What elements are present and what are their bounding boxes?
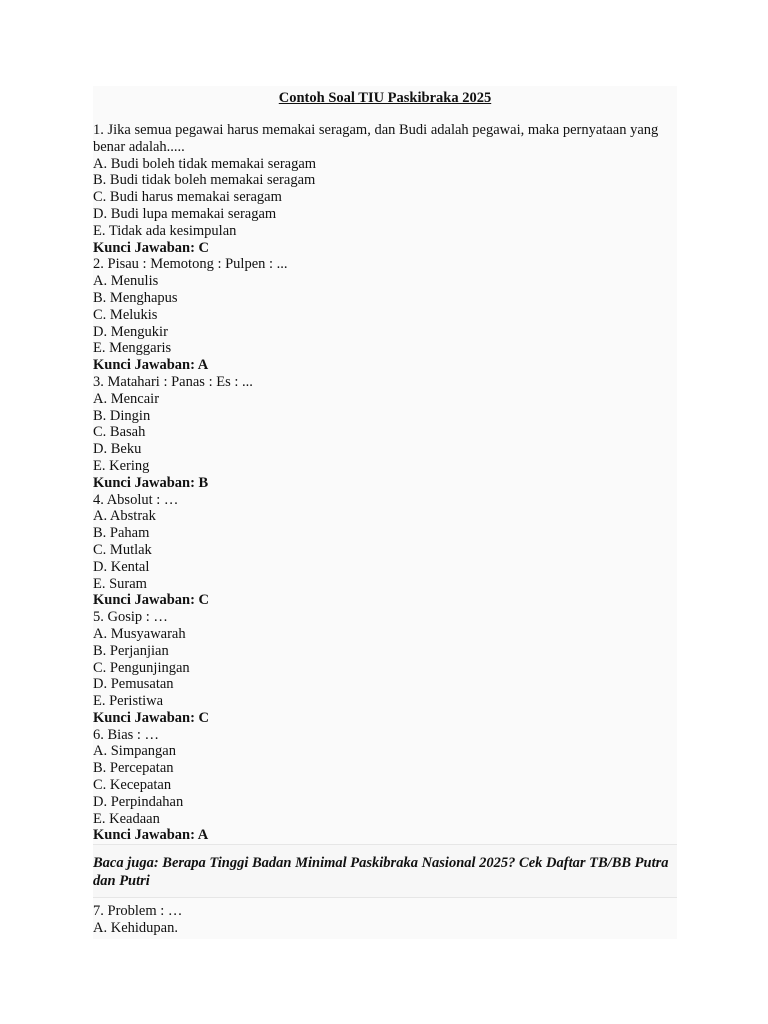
read-also-link[interactable]: Baca juga: Berapa Tinggi Badan Minimal Paskibraka Nasional 2025? Cek Daftar TB/BB Putra dan Putri [93, 844, 677, 898]
answer-key: Kunci Jawaban: C [93, 592, 210, 609]
option-item: E. Kering [93, 457, 150, 474]
question-text: 5. Gosip : … [93, 609, 168, 626]
option-item: C. Pengunjingan [93, 659, 190, 676]
question-block [93, 492, 677, 610]
option-item: A. Abstrak [93, 508, 156, 525]
option-item: D. Perpindahan [93, 793, 184, 810]
option-item: B. Dingin [93, 407, 151, 424]
option-item: E. Tidak ada kesimpulan [93, 222, 237, 239]
question-block [93, 256, 677, 374]
option-item: D. Budi lupa memakai seragam [93, 205, 277, 222]
option-item: C. Melukis [93, 306, 158, 323]
option-item: D. Kental [93, 558, 150, 575]
answer-key: Kunci Jawaban: A [93, 827, 209, 844]
option-item: C. Basah [93, 424, 146, 441]
option-item: B. Paham [93, 525, 150, 542]
option-item: A. Musyawarah [93, 625, 186, 642]
option-item: A. Mencair [93, 390, 160, 407]
question-text: 4. Absolut : … [93, 491, 179, 508]
option-item: C. Mutlak [93, 541, 152, 558]
answer-key: Kunci Jawaban: A [93, 357, 209, 374]
question-text: 7. Problem : … [93, 903, 183, 920]
document-content [93, 86, 677, 939]
option-item: E. Peristiwa [93, 693, 164, 710]
question-block [93, 374, 677, 492]
next-question-block [93, 898, 677, 937]
option-item: D. Pemusatan [93, 676, 174, 693]
option-item: A. Simpangan [93, 743, 176, 760]
option-item: C. Budi harus memakai seragam [93, 189, 282, 206]
question-block [93, 609, 677, 727]
option-item: B. Percepatan [93, 760, 174, 777]
question-text: 2. Pisau : Memotong : Pulpen : ... [93, 256, 288, 273]
question-list [93, 122, 677, 844]
option-item: B. Menghapus [93, 289, 178, 306]
option-item: D. Beku [93, 441, 142, 458]
option-item: B. Budi tidak boleh memakai seragam [93, 172, 316, 189]
question-block [93, 122, 677, 256]
document-title: Contoh Soal TIU Paskibraka 2025 [278, 90, 492, 106]
question-block [93, 727, 677, 845]
question-text: 1. Jika semua pegawai harus memakai seragam, dan Budi adalah pegawai, maka pernyataan yang benar adalah..... [93, 122, 659, 155]
option-item: A. Kehidupan. [93, 920, 178, 937]
option-item: E. Menggaris [93, 340, 172, 357]
option-item: E. Keadaan [93, 810, 160, 827]
question-text: 3. Matahari : Panas : Es : ... [93, 373, 253, 390]
question-text: 6. Bias : … [93, 726, 160, 743]
option-item: A. Menulis [93, 273, 159, 290]
option-item: B. Perjanjian [93, 642, 169, 659]
answer-key: Kunci Jawaban: B [93, 474, 209, 491]
option-item: E. Suram [93, 575, 147, 592]
option-item: C. Kecepatan [93, 777, 172, 794]
option-item: A. Budi boleh tidak memakai seragam [93, 155, 317, 172]
option-item: D. Mengukir [93, 323, 168, 340]
answer-key: Kunci Jawaban: C [93, 709, 210, 726]
answer-key: Kunci Jawaban: C [93, 239, 210, 256]
